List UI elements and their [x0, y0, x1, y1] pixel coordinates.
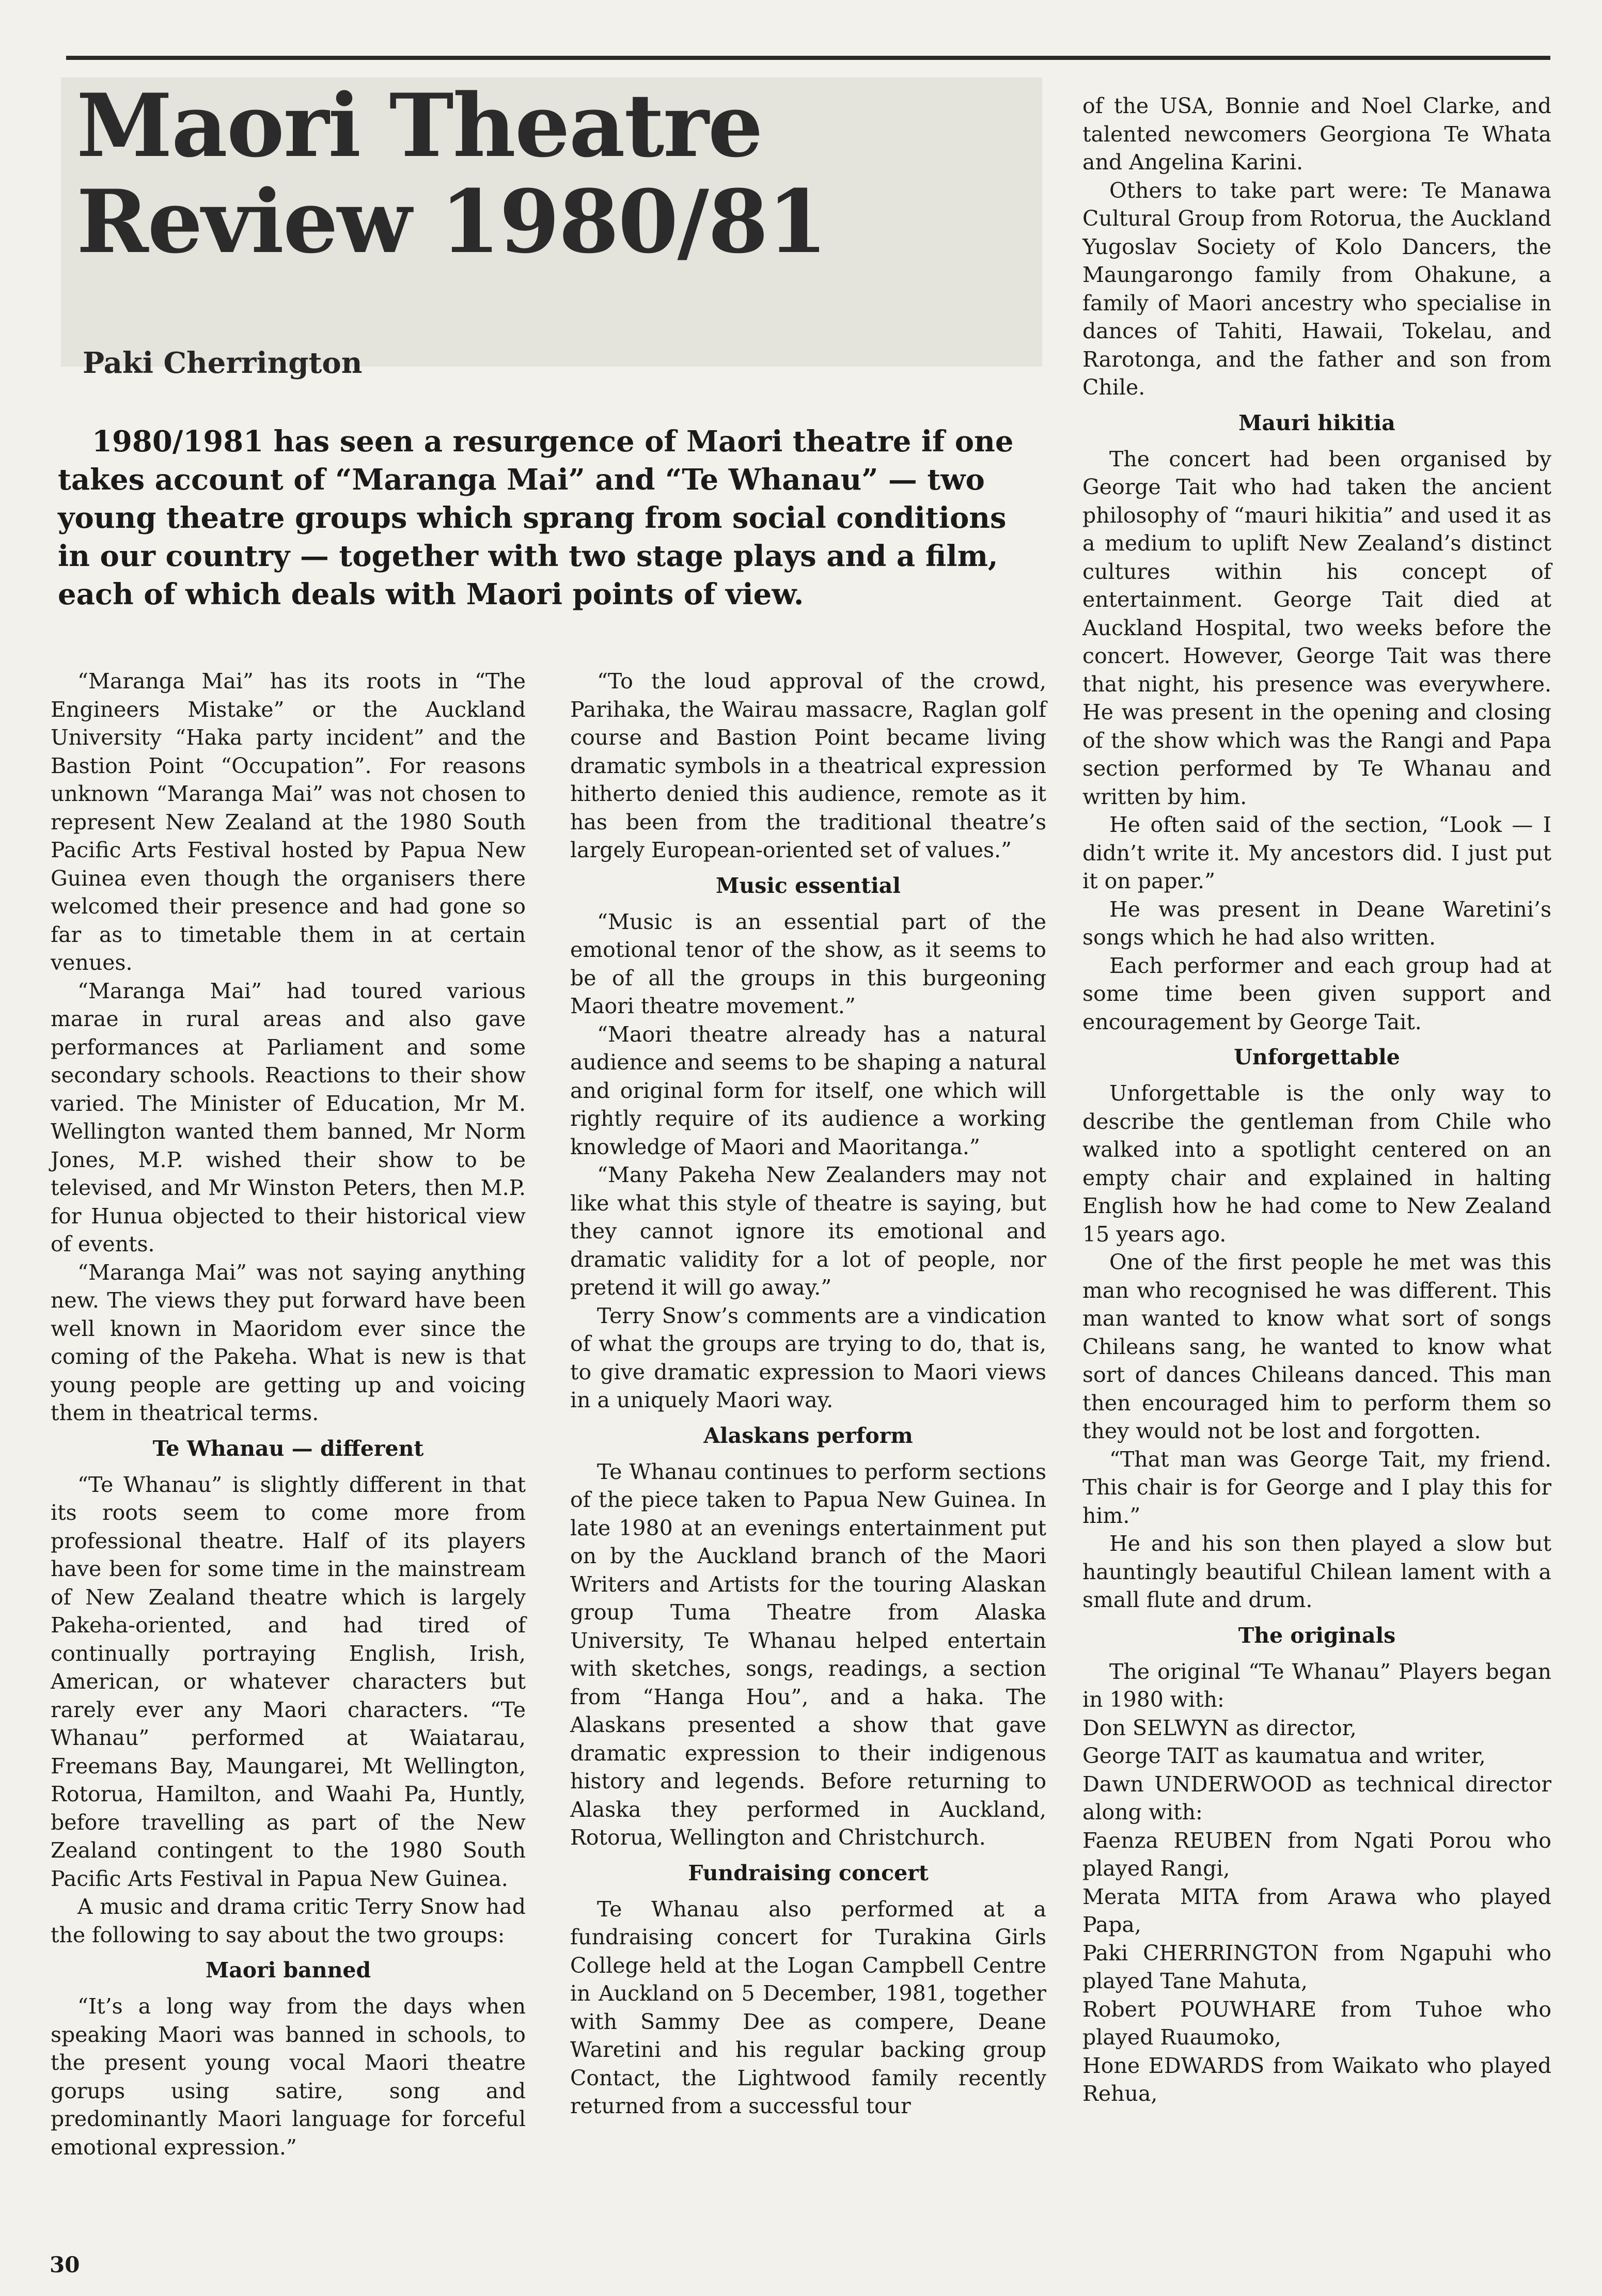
paragraph: He was present in Deane Waretini’s songs which he had also written. [1082, 897, 1551, 950]
section-heading: Unforgettable [1234, 1045, 1400, 1070]
paragraph: Others to take part were: Te Manawa Cultural Group from Rotorua, the Auckland Yugoslav Society of Kolo Dancers, the Maungarongo family from Ohakune, a family of Maori ancestry who specialise in dances of Tahiti, Hawaii, Tokelau, and Rarotonga, and the father and son from Chile. [1082, 178, 1551, 400]
paragraph: Te Whanau continues to perform sections of the piece taken to Papua New Guinea. In late 1980 at an evenings entertainment put on by the Auckland branch of the Maori Writers and Artists for the touring Alaskan group Tuma Theatre from Alaska University, Te Whanau helped entertain with sketches, songs, readings, a section from “Hanga Hou”, and a haka. The Alaskans presented a show that gave dramatic expression to their indigenous history and legends. Before returning to Alaska they performed in Auckland, Rotorua, Wellington and Christchurch. [570, 1459, 1046, 1850]
section-heading: Maori banned [205, 1958, 371, 1983]
section-heading: Te Whanau — different [152, 1436, 424, 1461]
paragraph: “Te Whanau” is slightly different in that its roots seem to come more from professional theatre. Half of its players have been for some time in the mainstream of New Zealand theatre which is largely Pakeha-oriented, and had tired of continually portraying English, Irish, American, or whatever characters but rarely ever any Maori characters. “Te Whanau” performed at Waiatarau, Freemans Bay, Maungarei, Mt Wellington, Rotorua, Hamilton, and Waahi Pa, Huntly, before travelling as part of the New Zealand contingent to the 1980 South Pacific Arts Festival in Papua New Guinea. [51, 1472, 526, 1891]
column-2 [570, 667, 1046, 2120]
paragraph: Unforgettable is the only way to describe the gentleman from Chile who walked into a spotlight centered on an empty chair and explained in halting English how he had come to New Zealand 15 years ago. [1082, 1081, 1551, 1247]
cast-entry: Merata MITA from Arawa who played Papa, [1082, 1884, 1551, 1937]
paragraph: “Many Pakeha New Zealanders may not like what this style of theatre is saying, but they cannot ignore its emotional and dramatic validity for a lot of people, nor pretend it will go away.” [570, 1162, 1046, 1300]
section-heading: Mauri hikitia [1238, 410, 1395, 435]
cast-entry: George TAIT as kaumatua and writer, [1082, 1743, 1486, 1768]
title-line-1: Maori Theatre [76, 74, 762, 177]
paragraph: The original “Te Whanau” Players began in 1980 with: [1082, 1659, 1551, 1712]
paragraph: “It’s a long way from the days when speaking Maori was banned in schools, to the present young vocal Maori theatre gorups using satire, song and predominantly Maori language for forceful emotional expression.” [51, 1994, 526, 2160]
article-title [76, 74, 1006, 273]
paragraph: “Maranga Mai” was not saying anything new. The views they put forward have been well known in Maoridom ever since the coming of the Pakeha. What is new is that young people are getting up and voicing them in theatrical terms. [51, 1260, 526, 1425]
paragraph: “Maranga Mai” has its roots in “The Engineers Mistake” or the Auckland University “Haka party incident” and the Bastion Point “Occupation”. For reasons unknown “Maranga Mai” was not chosen to represent New Zealand at the 1980 South Pacific Arts Festival hosted by Papua New Guinea even though the organisers there welcomed their presence and had gone so far as to timetable them in at certain venues. [51, 669, 526, 975]
paragraph: He often said of the section, “Look — I didn’t write it. My ancestors did. I just put it on paper.” [1082, 812, 1551, 893]
section-heading: Fundraising concert [688, 1860, 929, 1885]
section-heading: Alaskans perform [703, 1423, 913, 1448]
section-heading: Music essential [716, 873, 901, 898]
paragraph: Te Whanau also performed at a fundraising concert for Turakina Girls College held at the Logan Campbell Centre in Auckland on 5 December, 1981, together with Sammy Dee as compere, Deane Waretini and his regular backing group Contact, the Lightwood family recently returned from a successful tour [570, 1896, 1046, 2118]
paragraph: of the USA, Bonnie and Noel Clarke, and talented newcomers Georgiona Te Whata and Angelina Karini. [1082, 93, 1551, 175]
cast-entry: Paki CHERRINGTON from Ngapuhi who played Tane Mahuta, [1082, 1940, 1551, 1993]
cast-entry: Faenza REUBEN from Ngati Porou who played Rangi, [1082, 1828, 1551, 1881]
cast-entry: Robert POUWHARE from Tuhoe who played Ruaumoko, [1082, 1996, 1551, 2050]
page-number: 30 [50, 2252, 80, 2277]
cast-entry: Hone EDWARDS from Waikato who played Rehua, [1082, 2053, 1551, 2106]
paragraph: “To the loud approval of the crowd, Parihaka, the Wairau massacre, Raglan golf course and Bastion Point became living dramatic symbols in a theatrical expression hitherto denied this audience, remote as it has been from the traditional theatre’s largely European-oriented set of values.” [570, 669, 1046, 862]
paragraph: Terry Snow’s comments are a vindication of what the groups are trying to do, that is, to give dramatic expression to Maori views in a uniquely Maori way. [570, 1303, 1046, 1412]
top-rule [66, 56, 1550, 60]
paragraph: One of the first people he met was this man who recognised he was different. This man wanted to know what sort of songs Chileans sang, he wanted to know what sort of dances Chileans danced. This man then encouraged him to perform them so they would not be lost and forgotten. [1082, 1250, 1551, 1443]
paragraph: A music and drama critic Terry Snow had the following to say about the two groups: [51, 1894, 526, 1947]
paragraph: The concert had been organised by George Tait who had taken the ancient philosophy of “mauri hikitia” and used it as a medium to uplift New Zealand’s distinct cultures within his concept of entertainment. George Tait died at Auckland Hospital, two weeks before the concert. However, George Tait was there that night, his presence was everywhere. He was present in the opening and closing of the show which was the Rangi and Papa section performed by Te Whanau and written by him. [1082, 446, 1551, 809]
paragraph: He and his son then played a slow but hauntingly beautiful Chilean lament with a small flute and drum. [1082, 1531, 1551, 1612]
section-heading: The originals [1238, 1623, 1396, 1648]
byline: Paki Cherrington [83, 346, 363, 380]
column-1 [51, 667, 526, 2161]
cast-entry: Dawn UNDERWOOD as technical director along with: [1082, 1771, 1551, 1825]
title-line-2: Review 1980/81 [76, 170, 827, 273]
lede-paragraph: 1980/1981 has seen a resurgence of Maori theatre if one takes account of “Maranga Mai” and “Te Whanau” — two young theatre groups which sprang from social conditions in our country — together with two stage plays and a film, each of which deals with Maori points of view. [58, 424, 1014, 611]
paragraph: “Maori theatre already has a natural audience and seems to be shaping a natural and original form for itself, one which will rightly require of its audience a working knowledge of Maori and Maoritanga.” [570, 1021, 1046, 1159]
cast-entry: Don SELWYN as director, [1082, 1715, 1357, 1740]
column-3 [1082, 92, 1551, 2108]
paragraph: “That man was George Tait, my friend. This chair is for George and I play this for him.” [1082, 1446, 1551, 1528]
paragraph: Each performer and each group had at some time been given support and encouragement by George Tait. [1082, 953, 1551, 1034]
paragraph: “Music is an essential part of the emotional tenor of the show, as it seems to be of all the groups in this burgeoning Maori theatre movement.” [570, 909, 1046, 1018]
paragraph: “Maranga Mai” had toured various marae in rural areas and also gave performances at Parliament and some secondary schools. Reactions to their show varied. The Minister of Education, Mr M. Wellington wanted them banned, Mr Norm Jones, M.P. wished their show to be televised, and Mr Winston Peters, then M.P. for Hunua objected to their historical view of events. [51, 978, 526, 1256]
